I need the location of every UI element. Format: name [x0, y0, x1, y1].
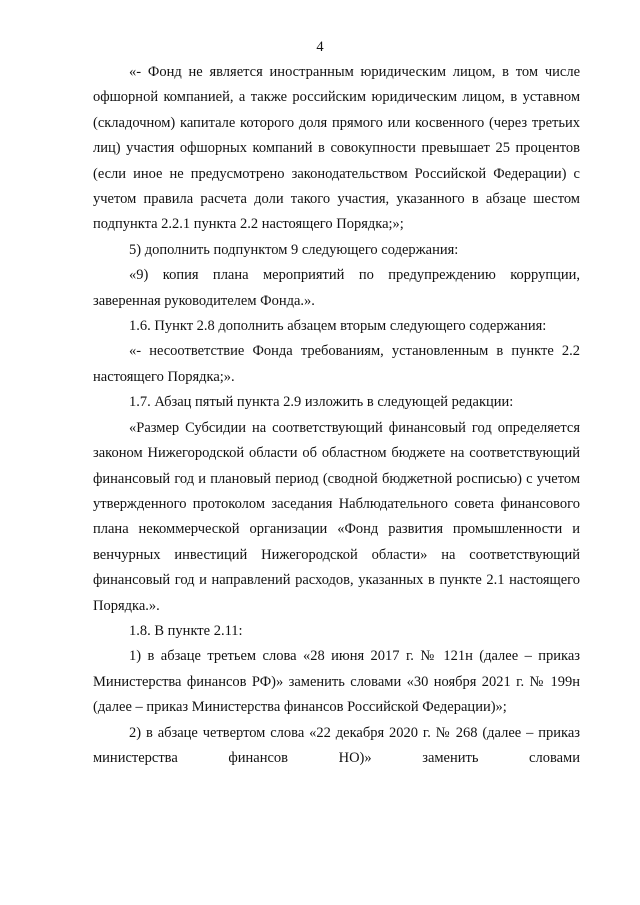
paragraph-offshore-condition: «- Фонд не является иностранным юридическим лицом, в том числе офшорной компанией, а также российским юридическим лицом, в уставном (складочном) капитале которого доля прямого или косвенного (через третьих лиц) участия офшорных компаний в совокупности превышает 25 процентов (если иное не предусмотрено законодательством Российской Федерации) с учетом правила расчета доли такого участия, указанного в абзаце шестом подпункта 2.2.1 пункта 2.2 настоящего Порядка;»;	[93, 64, 580, 233]
paragraph-subsidy-amount: «Размер Субсидии на соответствующий финансовый год определяется законом Нижегородской области об областном бюджете на соответствующий финансовый год и плановый период (сводной бюджетной росписью) с учетом утвержденного протоколом заседания Наблюдательного совета финансового плана некоммерческой организации «Фонд развития промышленности и венчурных инвестиций Нижегородской области» на соответствующий финансовый год и направлений расходов, указанных в пункте 2.1 настоящего Порядка.».	[93, 419, 580, 614]
paragraph-amend-4th: 2) в абзаце четвертом слова «22 декабря 2020 г. № 268 (далее – приказ министерства финансов НО)» заменить словами	[93, 724, 580, 766]
paragraph-1-7: 1.7. Абзац пятый пункта 2.9 изложить в следующей редакции:	[129, 394, 514, 411]
paragraph-amend-3rd: 1) в абзаце третьем слова «28 июня 2017 г. № 121н (далее – приказ Министерства финансов РФ)» заменить словами «30 ноября 2021 г. № 199н (далее – приказ Министерства финансов Российской Федерации)»;	[93, 648, 580, 716]
paragraph-item-5: 5) дополнить подпунктом 9 следующего содержания:	[129, 241, 459, 258]
page-number: 4	[316, 39, 324, 55]
paragraph-subitem-9: «9) копия плана мероприятий по предупреждению коррупции, заверенная руководителем Фонда.».	[93, 267, 580, 309]
paragraph-1-6: 1.6. Пункт 2.8 дополнить абзацем вторым следующего содержания:	[129, 318, 547, 335]
document-body	[93, 60, 580, 771]
paragraph-nonconformity: «- несоответствие Фонда требованиям, установленным в пункте 2.2 настоящего Порядка;».	[93, 343, 580, 385]
paragraph-1-8: 1.8. В пункте 2.11:	[129, 622, 243, 639]
